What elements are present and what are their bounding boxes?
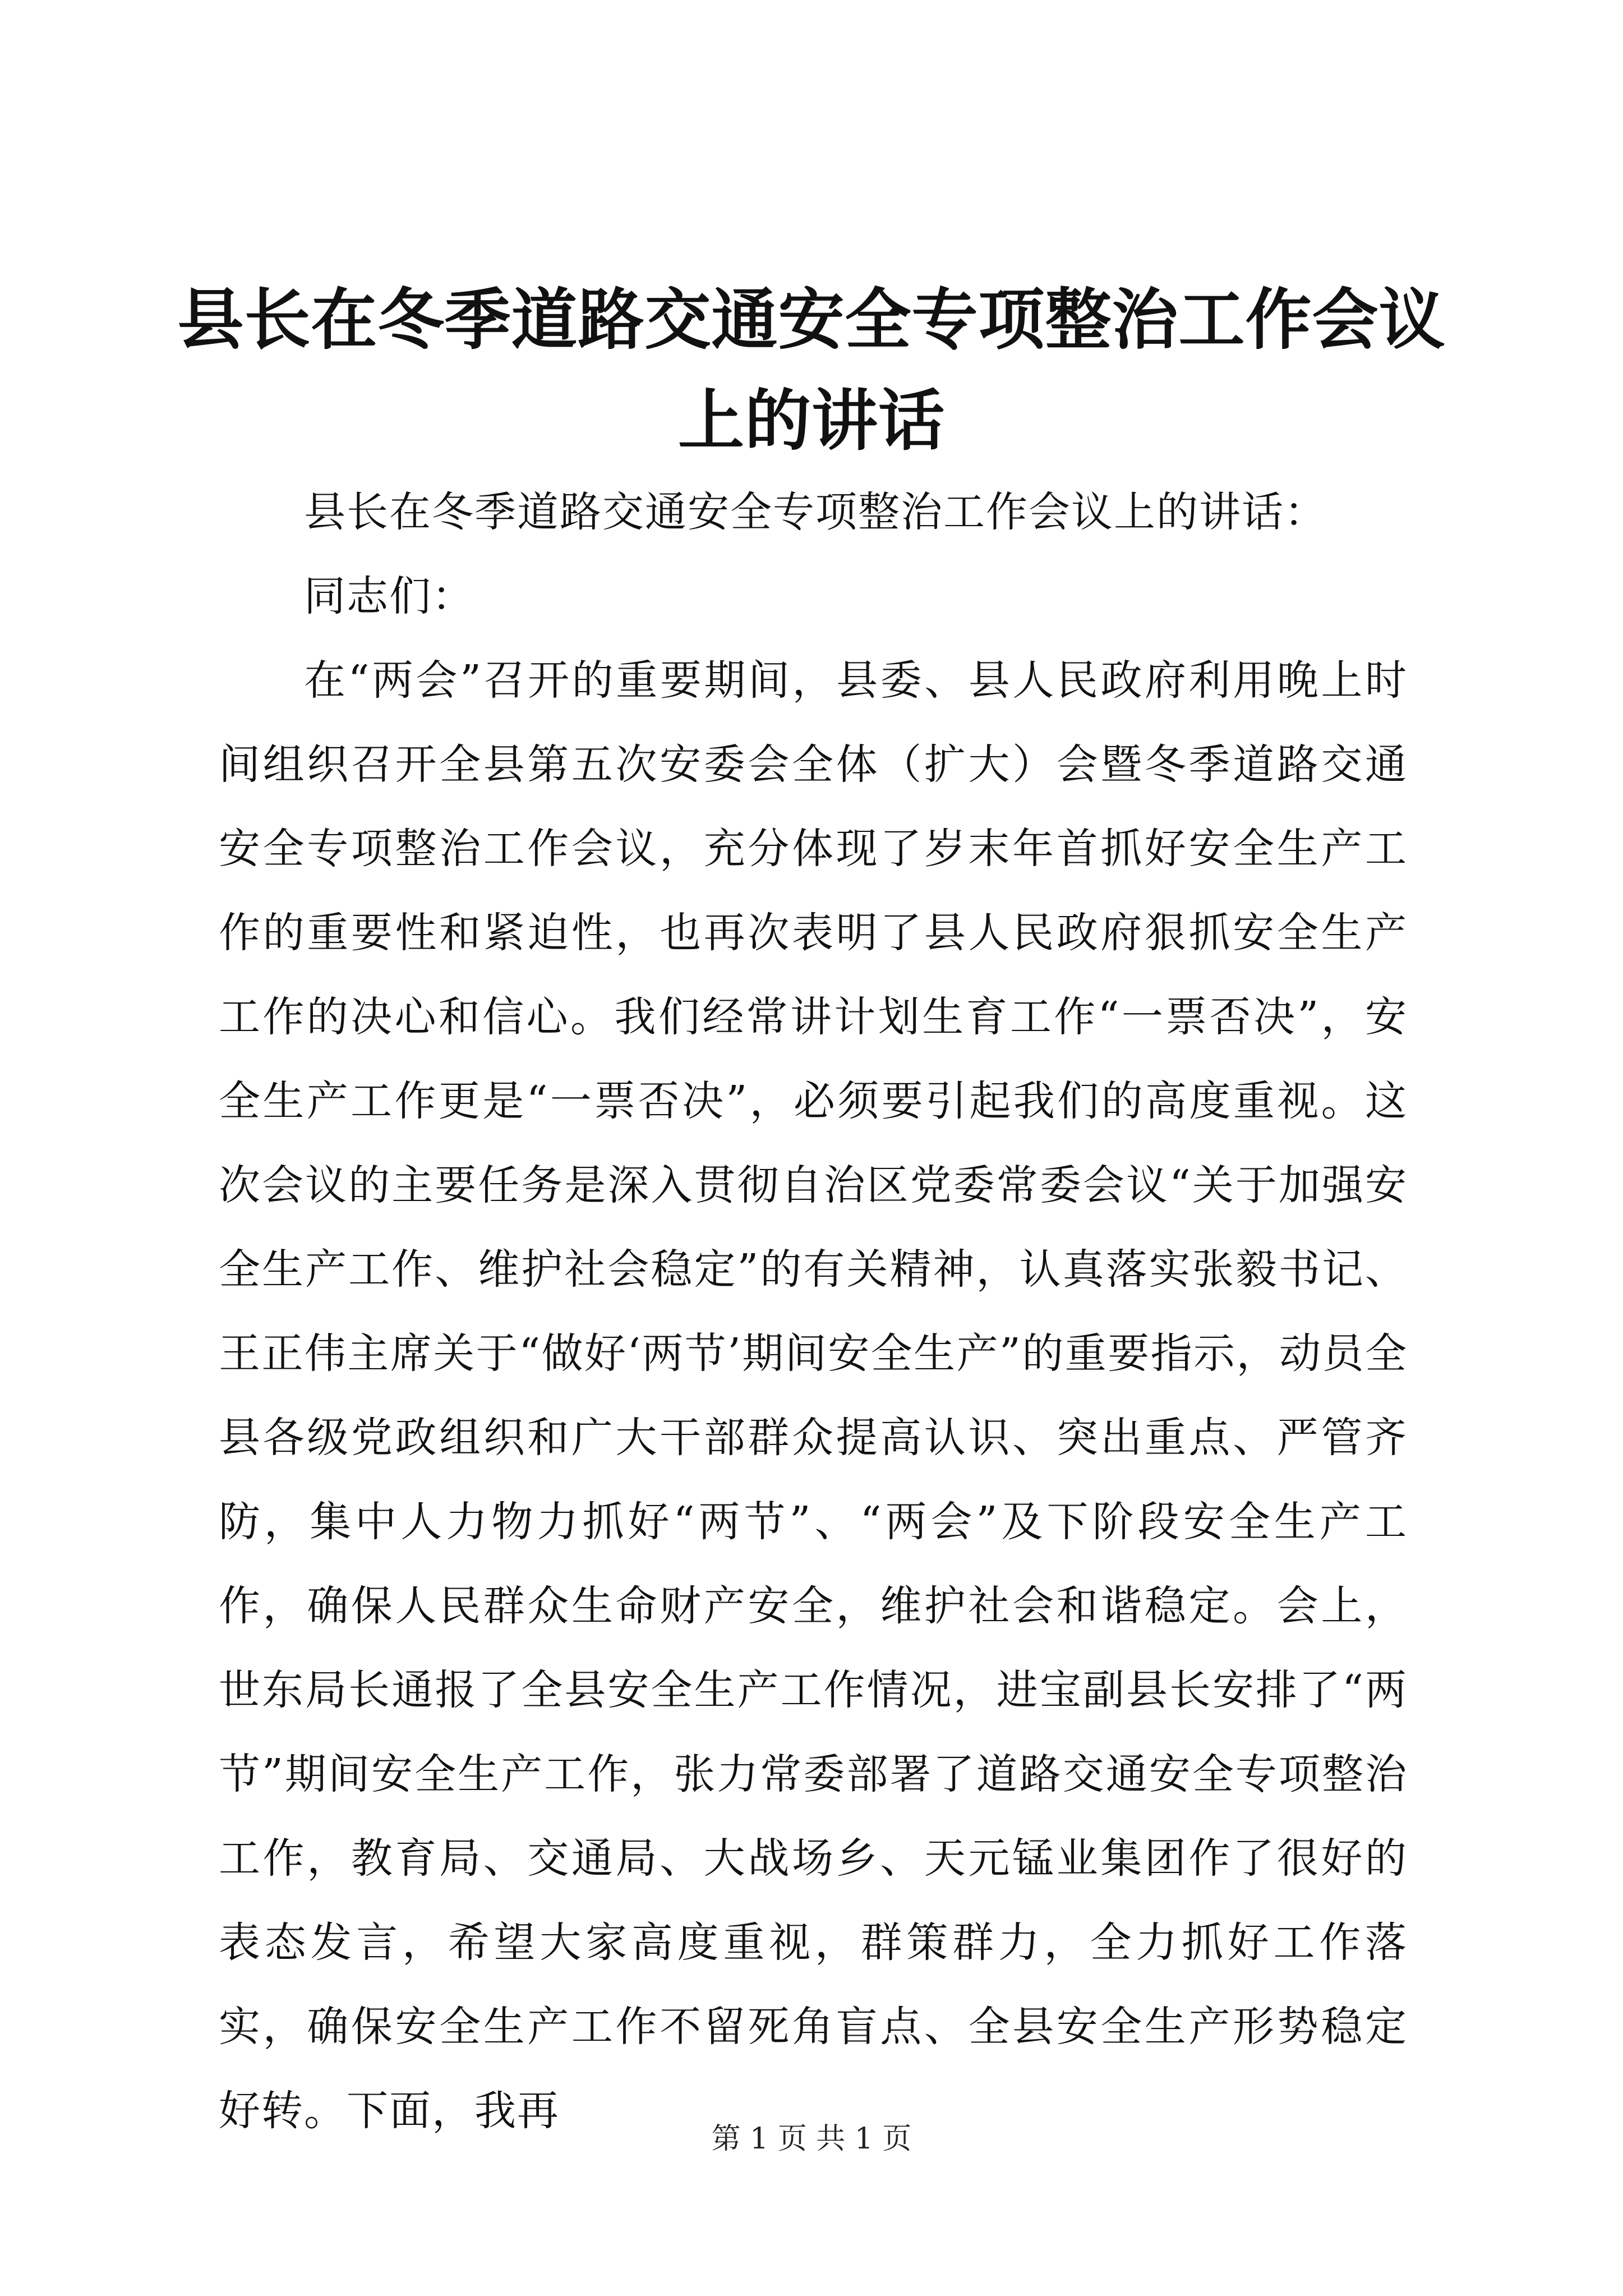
paragraph-salutation: 同志们：: [304, 572, 474, 620]
page-footer: 第 1 页 共 1 页: [711, 2122, 912, 2156]
paragraph-heading-repeat: 县长在冬季道路交通安全专项整治工作会议上的讲话：: [304, 488, 1327, 536]
document-body: [219, 470, 1408, 2153]
paragraph-main: 在“两会”召开的重要期间，县委、县人民政府利用晚上时间组织召开全县第五次安委会全体（扩大）会暨冬季道路交通安全专项整治工作会议，充分体现了岁末年首抓好安全生产工作的重要性和紧迫性，也再次表明了县人民政府狠抓安全生产工作的决心和信心。我们经常讲计划生育工作“一票否决”，安全生产工作更是“一票否决”，必须要引起我们的高度重视。这次会议的主要任务是深入贯彻自治区党委常委会议“关于加强安全生产工作、维护社会稳定”的有关精神，认真落实张毅书记、王正伟主席关于“做好‘两节’期间安全生产”的重要指示，动员全县各级党政组织和广大干部群众提高认识、突出重点、严管齐防，集中人力物力抓好“两节”、“两会”及下阶段安全生产工作，确保人民群众生命财产安全，维护社会和谐稳定。会上，世东局长通报了全县安全生产工作情况，进宝副县长安排了“两节”期间安全生产工作，张力常委部署了道路交通安全专项整治工作，教育局、交通局、大战场乡、天元锰业集团作了很好的表态发言，希望大家高度重视，群策群力，全力抓好工作落实，确保安全生产工作不留死角盲点、全县安全生产形势稳定好转。下面，我再: [219, 656, 1408, 2135]
document-title: 县长在冬季道路交通安全专项整治工作会议上的讲话: [177, 280, 1446, 459]
